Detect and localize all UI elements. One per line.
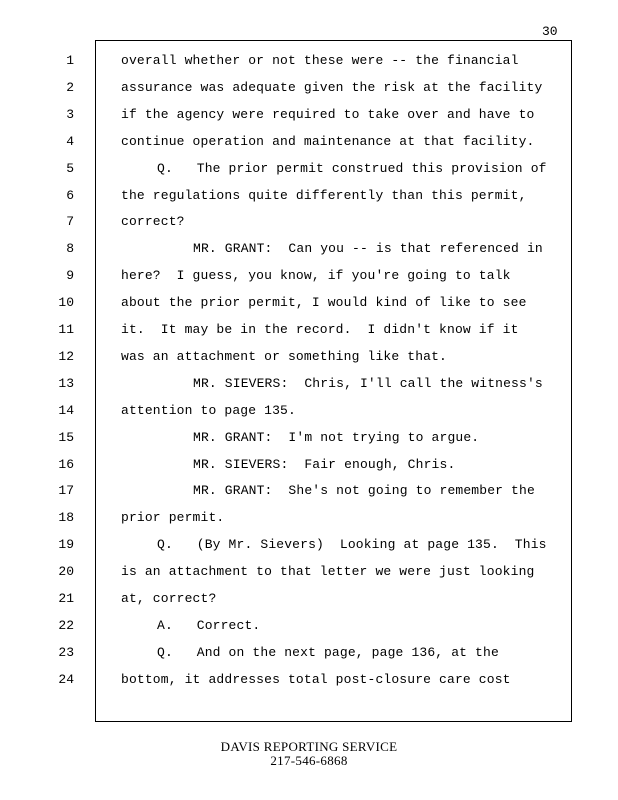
footer-phone: 217-546-6868 (270, 753, 348, 768)
line-number: 11 (58, 322, 74, 337)
transcript-line: here? I guess, you know, if you're going to talk (121, 268, 511, 284)
transcript-line: MR. SIEVERS: Chris, I'll call the witness's (193, 375, 543, 391)
transcript-line: is an attachment to that letter we were just looking (121, 564, 535, 580)
line-number: 24 (58, 671, 74, 687)
transcript-line: MR. GRANT: I'm not trying to argue. (193, 429, 480, 445)
transcript-line: attention to page 135. (121, 402, 296, 418)
line-number: 2 (66, 79, 74, 95)
line-number: 21 (58, 591, 74, 606)
transcript-line: correct? (121, 214, 185, 230)
transcript-line: A. Correct. (157, 617, 261, 633)
transcript-line: Q. (By Mr. Sievers) Looking at page 135. This (157, 537, 547, 553)
transcript-line: MR. GRANT: She's not going to remember the (193, 483, 535, 499)
line-number: 1 (66, 53, 74, 68)
transcript-line: it. It may be in the record. I didn't know if it (121, 322, 519, 337)
transcript-line: about the prior permit, I would kind of like to see (121, 295, 527, 311)
line-number: 3 (66, 106, 74, 122)
line-number: 7 (66, 214, 74, 230)
line-number: 22 (58, 617, 74, 633)
transcript-line: prior permit. (121, 510, 225, 526)
footer (0, 740, 618, 768)
line-number: 17 (58, 483, 74, 499)
line-number: 13 (58, 375, 74, 391)
line-number: 12 (58, 348, 74, 364)
line-number: 10 (58, 295, 74, 311)
transcript-line: the regulations quite differently than this permit, (121, 187, 527, 203)
line-number: 5 (66, 160, 74, 176)
transcript-line: at, correct? (121, 591, 217, 606)
transcript-line: Q. The prior permit construed this provision of (157, 160, 547, 176)
line-number: 9 (66, 268, 74, 284)
transcript-line: overall whether or not these were -- the financial (121, 53, 519, 68)
transcript-line: MR. SIEVERS: Fair enough, Chris. (193, 456, 456, 472)
page-number: 30 (542, 24, 558, 39)
line-number: 23 (58, 644, 74, 660)
transcript-line: assurance was adequate given the risk at the facility (121, 79, 543, 95)
line-number: 6 (66, 187, 74, 203)
line-number: 14 (58, 402, 74, 418)
line-number: 16 (58, 456, 74, 472)
line-number: 19 (58, 537, 74, 553)
transcript-line: Q. And on the next page, page 136, at the (157, 644, 499, 660)
line-number: 18 (58, 510, 74, 526)
line-number: 4 (66, 133, 74, 149)
line-number: 8 (66, 241, 74, 257)
transcript-line: continue operation and maintenance at that facility. (121, 133, 535, 149)
line-number: 15 (58, 429, 74, 445)
transcript-line: bottom, it addresses total post-closure care cost (121, 671, 511, 687)
line-number: 20 (58, 564, 74, 580)
transcript-line: was an attachment or something like that. (121, 348, 448, 364)
transcript-line: if the agency were required to take over and have to (121, 106, 535, 122)
transcript-line: MR. GRANT: Can you -- is that referenced in (193, 241, 543, 257)
footer-company: DAVIS REPORTING SERVICE (220, 739, 398, 754)
